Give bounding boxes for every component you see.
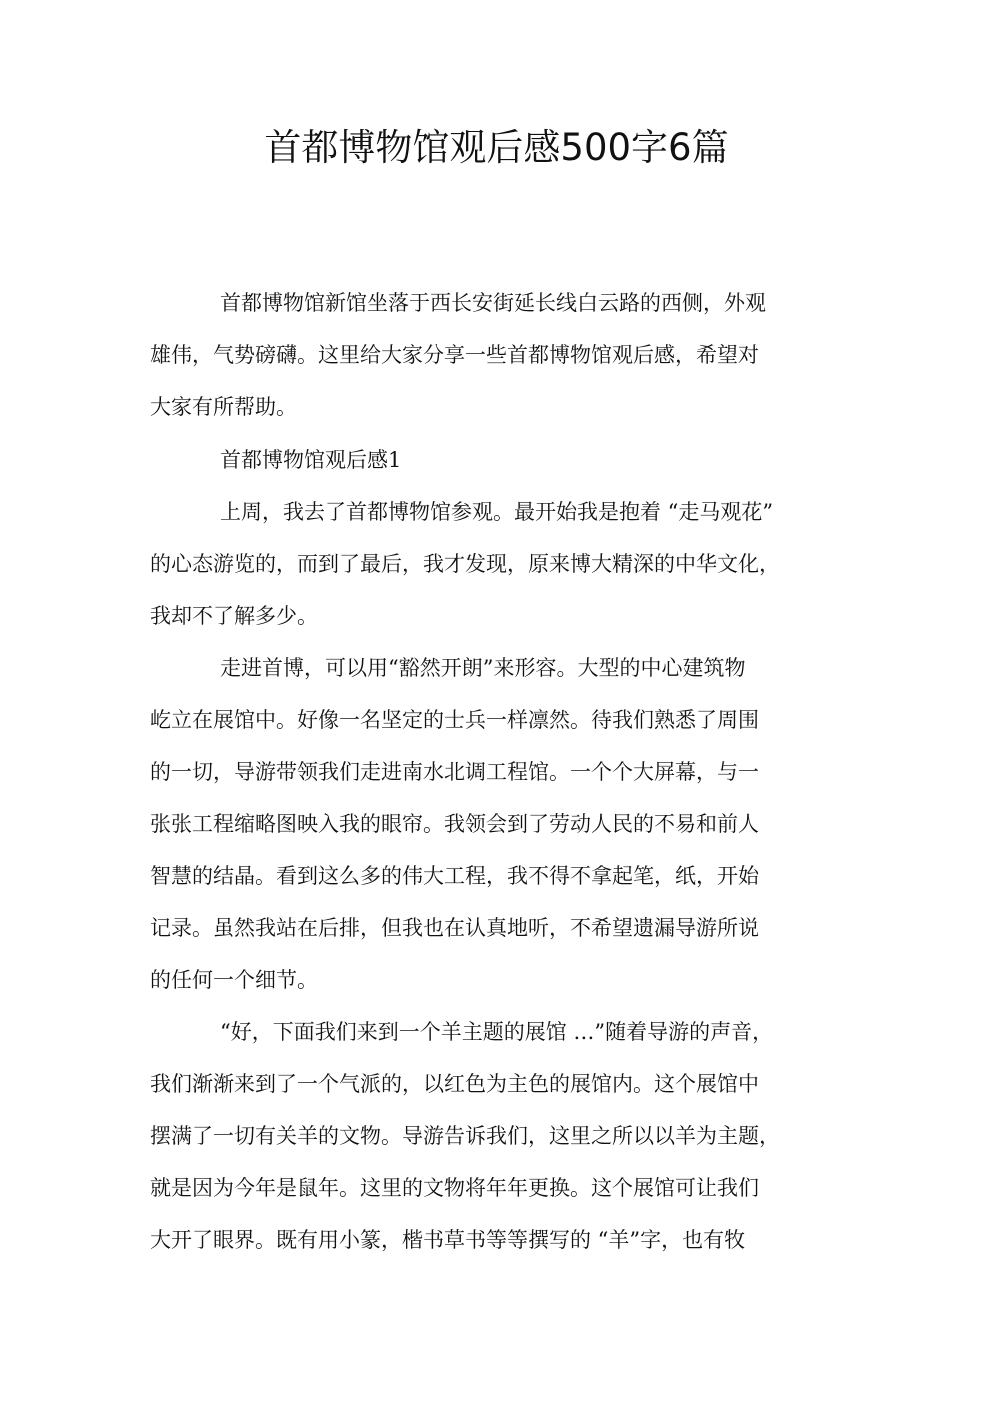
text-line: 走进首博，可以用“豁然开朗”来形容。大型的中心建筑物 xyxy=(220,656,746,680)
text-line: 上周，我去了首都博物馆参观。最开始我是抱着 “走马观花” xyxy=(220,500,774,524)
paragraph-2 xyxy=(150,642,836,1006)
text-line: “好，下面我们来到一个羊主题的展馆 …”随着导游的声音， xyxy=(220,1020,774,1044)
text-line: 首都博物馆新馆坐落于西长安街延长线白云路的西侧，外观 xyxy=(220,291,766,315)
text-line: 就是因为今年是鼠年。这里的文物将年年更换。这个展馆可让我们 xyxy=(150,1176,759,1200)
paragraph-3 xyxy=(150,1006,836,1266)
paragraph-1 xyxy=(150,486,836,642)
text-line: 的心态游览的，而到了最后，我才发现，原来博大精深的中华文化， xyxy=(150,552,780,576)
text-line: 智慧的结晶。看到这么多的伟大工程，我不得不拿起笔，纸，开始 xyxy=(150,864,759,888)
document-title: 首都博物馆观后感500字6篇 xyxy=(264,126,729,169)
paragraph-intro xyxy=(150,277,836,433)
text-line: 摆满了一切有关羊的文物。导游告诉我们，这里之所以以羊为主题， xyxy=(150,1124,780,1148)
text-line: 我们渐渐来到了一个气派的，以红色为主色的展馆内。这个展馆中 xyxy=(150,1072,759,1096)
text-line: 的一切，导游带领我们走进南水北调工程馆。一个个大屏幕，与一 xyxy=(150,760,759,784)
text-line: 我却不了解多少。 xyxy=(150,604,318,628)
text-line: 记录。虽然我站在后排，但我也在认真地听，不希望遗漏导游所说 xyxy=(150,916,759,940)
text-line: 屹立在展馆中。好像一名坚定的士兵一样凛然。待我们熟悉了周围 xyxy=(150,708,759,732)
text-line: 张张工程缩略图映入我的眼帘。我领会到了劳动人民的不易和前人 xyxy=(150,812,759,836)
text-line: 的任何一个细节。 xyxy=(150,968,318,992)
text-line: 大开了眼界。既有用小篆，楷书草书等等撰写的 “羊”字，也有牧 xyxy=(150,1228,746,1252)
section-heading xyxy=(150,434,836,486)
section-heading-text: 首都博物馆观后感1 xyxy=(220,448,402,472)
text-line: 大家有所帮助。 xyxy=(150,395,297,419)
text-line: 雄伟，气势磅礴。这里给大家分享一些首都博物馆观后感，希望对 xyxy=(150,343,759,367)
